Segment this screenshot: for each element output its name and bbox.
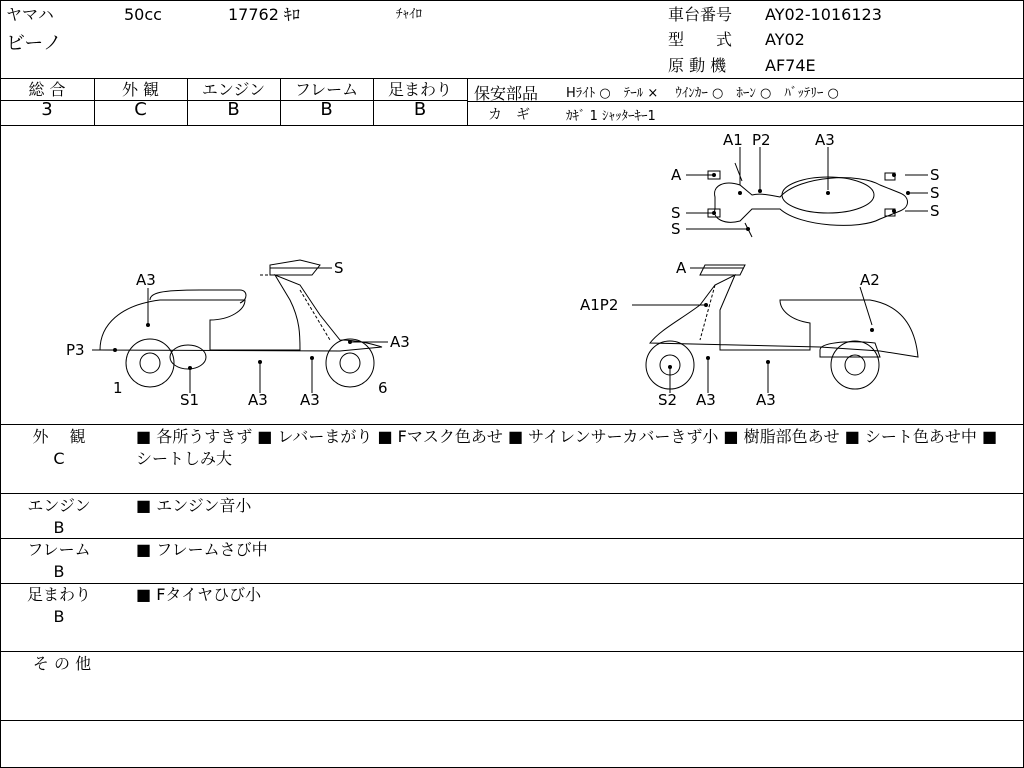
exterior-section-label <box>0 426 118 470</box>
diagram-label: A3 <box>815 131 835 149</box>
diagram-label: S <box>930 184 940 202</box>
diagram-label: S1 <box>180 391 200 409</box>
safety-items: Hﾗｲﾄ ○ ﾃｰﾙ × ｳｲﾝｶｰ ○ ﾎｰﾝ ○ ﾊﾞｯﾃﾘｰ ○ <box>566 86 839 101</box>
key-value: ｶｷﾞ 1 ｼｬｯﾀｰｷｰ1 <box>566 109 656 124</box>
diagram-label: A3 <box>756 391 776 409</box>
divider <box>467 78 468 125</box>
diagram-label: S <box>671 220 681 238</box>
key-label: カ ギ <box>488 107 530 123</box>
grade-suspension-value: B <box>413 99 427 120</box>
grade-suspension-label: 足まわり <box>387 80 452 99</box>
grade-exterior-label: 外 観 <box>121 80 160 99</box>
diagram-label: A2 <box>860 271 880 289</box>
frame-section-label <box>0 539 118 583</box>
damage-diagram <box>0 125 1024 425</box>
diagram-label: S <box>334 259 344 277</box>
diagram-label: S <box>671 204 681 222</box>
grade-overall-label: 総 合 <box>28 80 66 99</box>
grade-frame-value: B <box>320 99 333 120</box>
grade-overall-value: 3 <box>41 99 53 120</box>
scooter-top-view <box>708 163 908 237</box>
grade-exterior-value: C <box>134 99 147 120</box>
engine-model-value: AF74E <box>765 56 816 75</box>
frame-grade: B <box>53 562 65 581</box>
diagram-label: P3 <box>66 341 85 359</box>
diagram-label: A3 <box>136 271 156 289</box>
divider <box>467 101 1024 102</box>
displacement: 50cc <box>124 5 162 24</box>
diagram-label: P2 <box>752 131 771 149</box>
diagram-label: A <box>676 259 687 277</box>
exterior-comments: ■ 各所うすきず ■ レバーまがり ■ Fマスク色あせ ■ サイレンサーカバーきず小 ■ 樹脂部色あせ ■ シート色あせ中 ■ シートしみ大 <box>136 427 998 468</box>
divider <box>0 493 1024 494</box>
diagram-label: A <box>671 166 682 184</box>
diagram-label: A1P2 <box>580 296 619 314</box>
other-section-label: そ の 他 <box>32 654 92 673</box>
suspension-comments: ■ Fタイヤひび小 <box>136 585 262 604</box>
exterior-grade: C <box>53 449 65 468</box>
diagram-label: A3 <box>390 333 410 351</box>
grade-engine-value: B <box>227 99 240 120</box>
suspension-grade: B <box>53 607 65 626</box>
engine-comments: ■ エンジン音小 <box>136 496 252 515</box>
divider <box>0 424 1024 425</box>
diagram-label: S2 <box>658 391 678 409</box>
color: ﾁｬｲﾛ <box>396 7 422 22</box>
grade-overall <box>0 78 94 120</box>
model-name: ビーノ <box>6 32 62 54</box>
diagram-label: 1 <box>113 379 123 397</box>
frame-number-label: 車台番号 <box>668 5 733 24</box>
safety-label: 保安部品 <box>474 84 539 103</box>
diagram-label: A3 <box>248 391 268 409</box>
frame-label: フレーム <box>27 540 91 559</box>
frame-number-value: AY02-1016123 <box>765 5 882 24</box>
diagram-label: A3 <box>696 391 716 409</box>
divider <box>0 720 1024 721</box>
maker: ヤマハ <box>6 5 54 24</box>
frame-comments: ■ フレームさび中 <box>136 540 268 559</box>
engine-model-label: 原 動 機 <box>668 56 727 75</box>
diagram-label: S <box>930 166 940 184</box>
grade-suspension <box>373 78 467 120</box>
type-label: 型 式 <box>668 30 733 49</box>
engine-grade: B <box>53 518 65 537</box>
exterior-label: 外 観 <box>32 427 86 446</box>
diagram-label: 6 <box>378 379 388 397</box>
suspension-label: 足まわり <box>26 585 91 604</box>
grade-frame-label: フレーム <box>294 80 359 99</box>
engine-section-label <box>0 495 118 539</box>
grade-engine <box>187 78 280 120</box>
divider <box>0 651 1024 652</box>
diagram-label: A3 <box>300 391 320 409</box>
grade-frame <box>280 78 373 120</box>
grade-engine-label: エンジン <box>201 80 266 99</box>
type-value: AY02 <box>765 30 805 49</box>
diagram-label: A1 <box>723 131 743 149</box>
engine-label: エンジン <box>27 496 91 515</box>
grade-exterior <box>94 78 187 120</box>
diagram-label: S <box>930 202 940 220</box>
mileage: 17762 ｷﾛ <box>228 5 300 24</box>
suspension-section-label <box>0 584 118 628</box>
